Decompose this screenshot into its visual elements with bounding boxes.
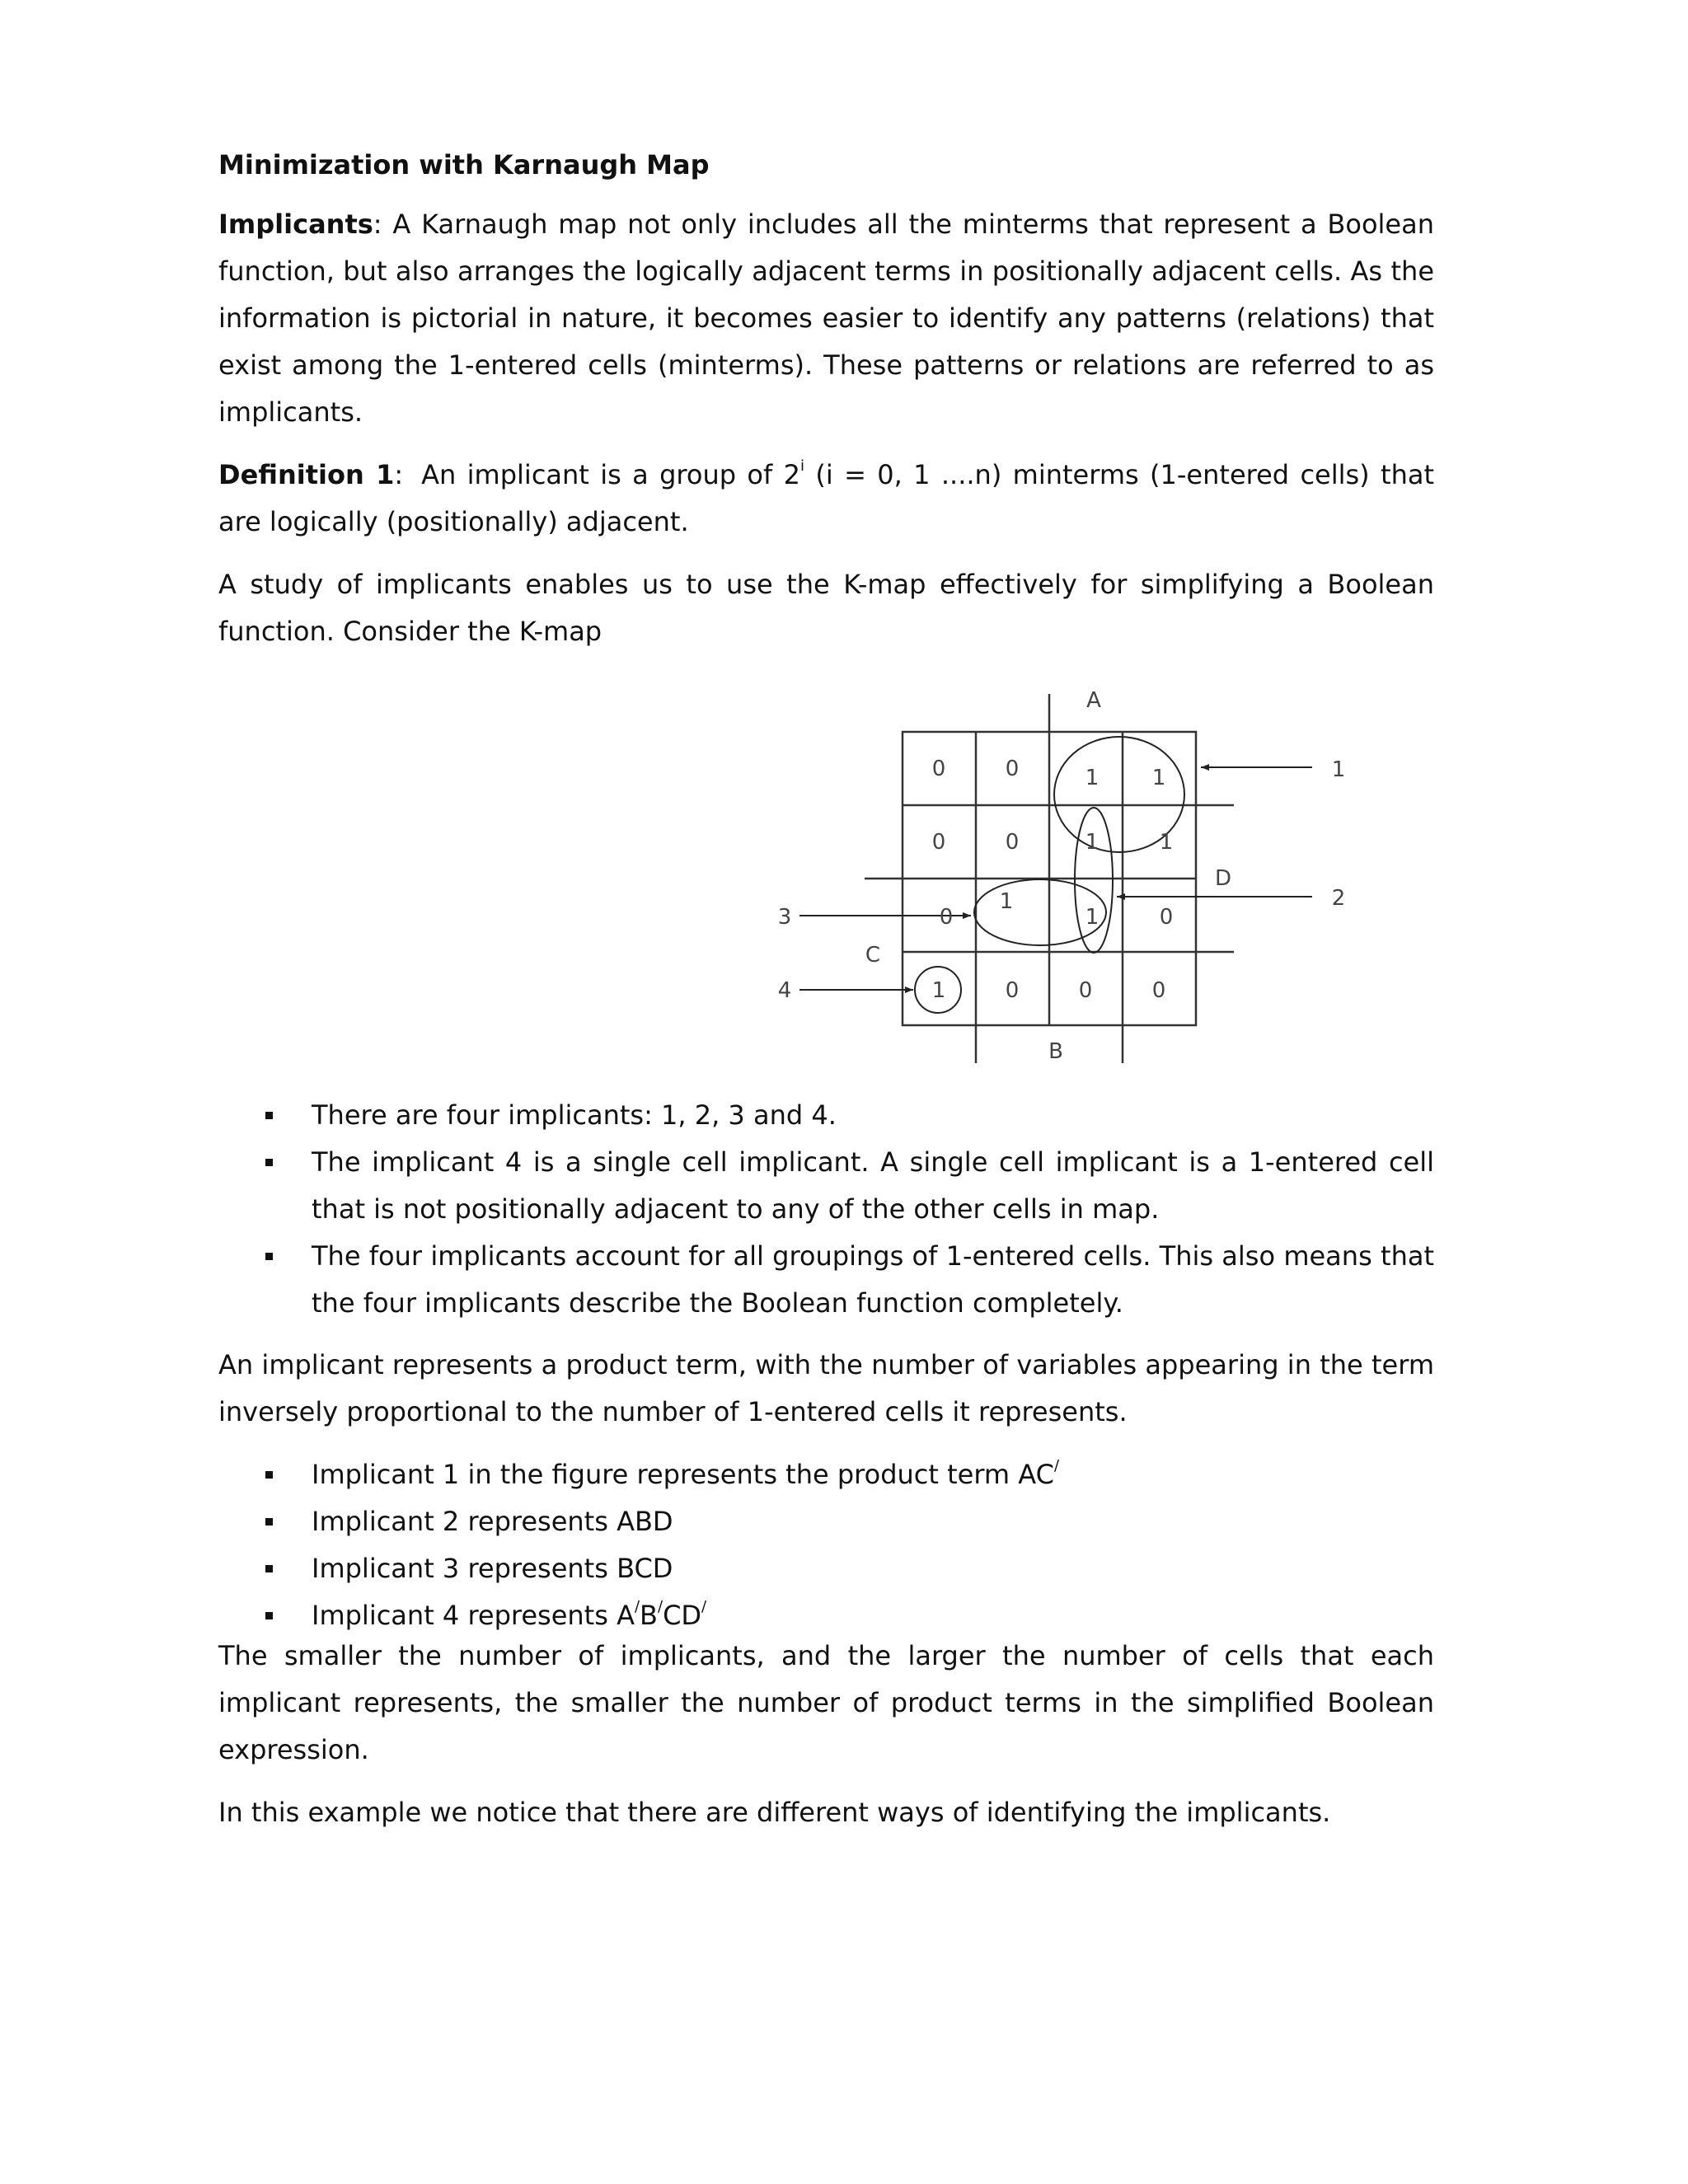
kmap-cell: 1 (1151, 766, 1166, 790)
kmap-cell: 0 (939, 905, 954, 930)
bullet-marker (265, 1253, 273, 1260)
kmap-cell: 0 (931, 830, 946, 855)
definition-colon: : (394, 459, 404, 490)
product-term-paragraph: An implicant represents a product term, with the number of variables appearing in the term inversely proportional to the number of 1-entered cells it represents. (218, 1349, 1434, 1427)
implicants-label: Implicants (218, 209, 373, 240)
smaller-implicants-paragraph: The smaller the number of implicants, and the larger the number of cells that each implicant represents, the smaller the number of product terms in the simplified Boolean expression. (218, 1640, 1434, 1765)
implicants-text: : A Karnaugh map not only includes all the minterms that represent a Boolean function, but also arranges the logically adjacent terms in positionally adjacent cells. As the information is pictorial in nature, it becomes easier to identify any patterns (relations) that exist among the 1-entered cells (minterms). These patterns or relations are referred to as implicants. (218, 209, 1434, 428)
variable-label-d: D (1214, 866, 1232, 891)
karnaugh-map-figure (752, 682, 1378, 1078)
list-item: Implicant 1 in the figure represents the product term AC/ (218, 1451, 1434, 1498)
variable-label-b: B (1048, 1039, 1063, 1064)
kmap-cell: 1 (1085, 830, 1100, 855)
kmap-cell: 0 (1159, 905, 1174, 930)
list-item: Implicant 2 represents ABD (218, 1498, 1434, 1545)
list-item: The four implicants account for all groupings of 1-entered cells. This also means that the four implicants describe the Boolean function completely. (218, 1233, 1434, 1327)
definition-superscript: i (799, 457, 804, 475)
bullet-marker (265, 1612, 273, 1619)
page-title: Minimization with Karnaugh Map (218, 149, 710, 180)
kmap-cell: 0 (1078, 978, 1093, 1003)
kmap-cell: 1 (931, 978, 946, 1003)
kmap-cell: 0 (1151, 978, 1166, 1003)
pointer-label-3: 3 (777, 905, 792, 930)
product-terms-list (218, 1451, 1434, 1639)
list-item: The implicant 4 is a single cell implicant. A single cell implicant is a 1-entered cell that is not positionally adjacent to any of the other cells in map. (218, 1139, 1434, 1233)
final-paragraph: In this example we notice that there are different ways of identifying the implicants. (218, 1797, 1331, 1828)
bullet-marker (265, 1518, 273, 1526)
bullet-marker (265, 1471, 273, 1479)
kmap-cell: 1 (1085, 905, 1100, 930)
study-paragraph: A study of implicants enables us to use the K-map effectively for simplifying a Boolean function. Consider the K-map (218, 569, 1434, 647)
pointer-label-4: 4 (777, 978, 792, 1003)
variable-label-a: A (1086, 688, 1101, 713)
kmap-cell: 1 (1159, 830, 1174, 855)
kmap-cell: 0 (931, 757, 946, 781)
pointer-label-2: 2 (1331, 886, 1346, 911)
variable-label-c: C (865, 943, 881, 968)
list-item: Implicant 4 represents A/B/CD/ (218, 1592, 1434, 1639)
kmap-cell: 0 (1005, 757, 1020, 781)
bullet-marker (265, 1112, 273, 1119)
definition-text-after: (i = 0, 1 ....n) minterms (1-entered cells) that are logically (positionally) adjacent. (218, 459, 1435, 537)
implicant-facts-list (218, 1092, 1434, 1327)
implicants-paragraph (218, 201, 1434, 436)
kmap-cell: 0 (1005, 978, 1020, 1003)
bullet-marker (265, 1159, 273, 1166)
bullet-marker (265, 1565, 273, 1572)
pointer-label-1: 1 (1331, 757, 1346, 782)
definition-paragraph (218, 452, 1434, 546)
definition-label: Definition 1 (218, 459, 395, 490)
kmap-cell: 1 (1085, 766, 1100, 790)
list-item: There are four implicants: 1, 2, 3 and 4. (218, 1092, 1434, 1139)
kmap-cell: 0 (1005, 830, 1020, 855)
kmap-cell: 1 (999, 889, 1014, 914)
definition-text-before: An implicant is a group of 2 (421, 459, 800, 490)
list-item: Implicant 3 represents BCD (218, 1545, 1434, 1592)
